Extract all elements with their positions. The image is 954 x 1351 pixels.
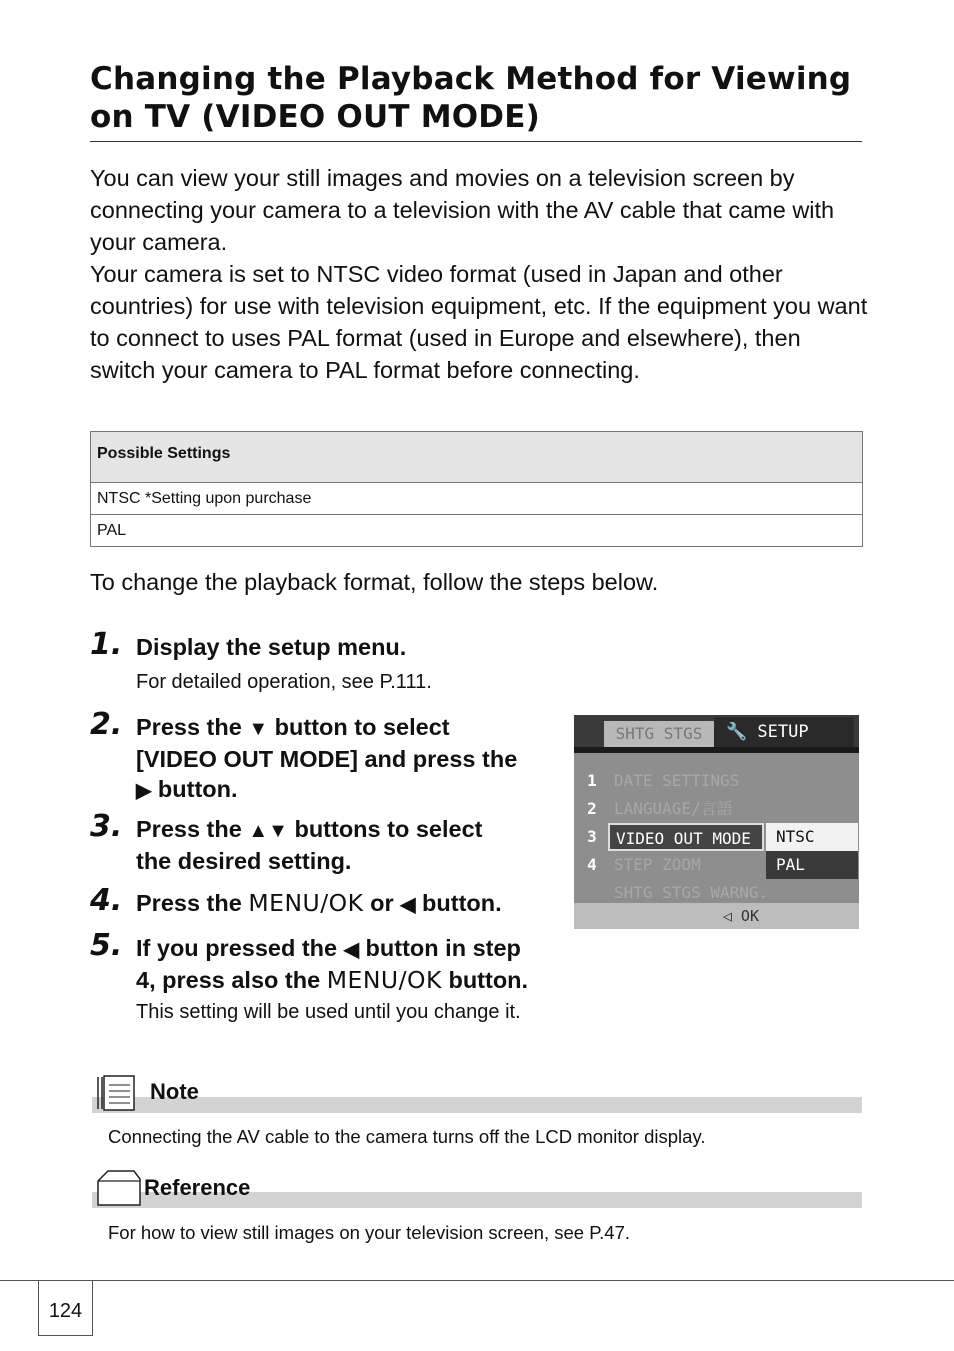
lcd-option-ntsc: NTSC: [766, 823, 858, 851]
down-arrow-icon: ▼: [248, 718, 269, 740]
settings-row-pal: PAL: [91, 515, 863, 547]
step-4-number: 4.: [90, 883, 123, 918]
step-3-text: Press the ▲▼ buttons to select the desired setting.: [136, 816, 483, 874]
note-icon: [94, 1073, 142, 1113]
lcd-row-video-out-mode: VIDEO OUT MODE: [608, 823, 764, 851]
page-title: Changing the Playback Method for Viewing on TV (VIDEO OUT MODE): [90, 61, 852, 135]
step-2-number: 2.: [90, 707, 123, 742]
menu-ok-label: MENU/OK: [248, 889, 364, 917]
lcd-tab-setup: 🔧 SETUP: [714, 717, 854, 747]
lcd-row-shtg-stgs-warng: SHTG STGS WARNG.: [614, 883, 769, 902]
note-label: Note: [150, 1079, 199, 1104]
lcd-row-language: LANGUAGE/言語: [614, 799, 733, 818]
note-text: Connecting the AV cable to the camera turns off the LCD monitor display.: [108, 1126, 706, 1147]
menu-ok-label: MENU/OK: [326, 966, 442, 994]
intro-paragraph-2: Your camera is set to NTSC video format (used in Japan and other countries) for use with television equipment, etc. If the equipment you want to connect to uses PAL format (used in Europe and elsewhere), then switch your camera to PAL format before connecting.: [90, 261, 868, 383]
lcd-footer: ◁ OK: [574, 903, 859, 929]
step-4-text: Press the MENU/OK or ◀ button.: [136, 889, 502, 917]
lcd-option-pal: PAL: [766, 851, 858, 879]
reference-label: Reference: [144, 1175, 251, 1200]
title-rule: [90, 141, 862, 142]
reference-folder-icon: [94, 1167, 142, 1209]
up-down-arrow-icon: ▲▼: [248, 820, 288, 842]
setup-icon: 🔧: [726, 722, 758, 742]
step-1-sub: For detailed operation, see P.111.: [136, 671, 432, 693]
settings-table: [90, 431, 863, 547]
lcd-menu-body: [574, 753, 859, 903]
intro-text: [90, 162, 870, 386]
step-5-text: If you pressed the ◀ button in step 4, press also the MENU/OK button.: [136, 935, 529, 994]
lcd-row-step-zoom: STEP ZOOM: [614, 855, 701, 874]
lcd-row-number: 3: [587, 827, 597, 846]
steps-lead: To change the playback format, follow the steps below.: [90, 569, 659, 595]
lcd-tab-shooting: SHTG STGS: [604, 721, 714, 747]
intro-paragraph-1: You can view your still images and movies on a television screen by connecting your camera to a television with the AV cable that came with your camera.: [90, 165, 835, 255]
step-5-sub: This setting will be used until you change it.: [136, 1001, 521, 1023]
step-1-number: 1.: [90, 627, 123, 662]
page-number: 124: [38, 1280, 93, 1336]
lcd-tab-bar: [574, 715, 859, 747]
step-3-number: 3.: [90, 809, 123, 844]
lcd-row-number: 4: [587, 855, 597, 874]
lcd-row-number: 1: [587, 771, 597, 790]
step-2-text: Press the ▼ button to select [VIDEO OUT MODE] and press the ▶ button.: [136, 714, 518, 802]
lcd-row-number: 2: [587, 799, 597, 818]
note-bar: [92, 1097, 862, 1113]
step-5-number: 5.: [90, 928, 123, 963]
left-arrow-icon: ◀: [400, 894, 416, 916]
lcd-row-date-settings: DATE SETTINGS: [614, 771, 740, 790]
right-arrow-icon: ▶: [136, 780, 152, 802]
left-arrow-icon: ◀: [343, 939, 360, 961]
settings-row-ntsc: NTSC *Setting upon purchase: [91, 483, 863, 515]
reference-text: For how to view still images on your television screen, see P.47.: [108, 1222, 631, 1243]
camera-lcd-screen: [574, 715, 859, 929]
step-1-text: Display the setup menu.: [136, 634, 407, 660]
settings-header: Possible Settings: [91, 432, 863, 483]
footer-rule: [0, 1280, 954, 1281]
